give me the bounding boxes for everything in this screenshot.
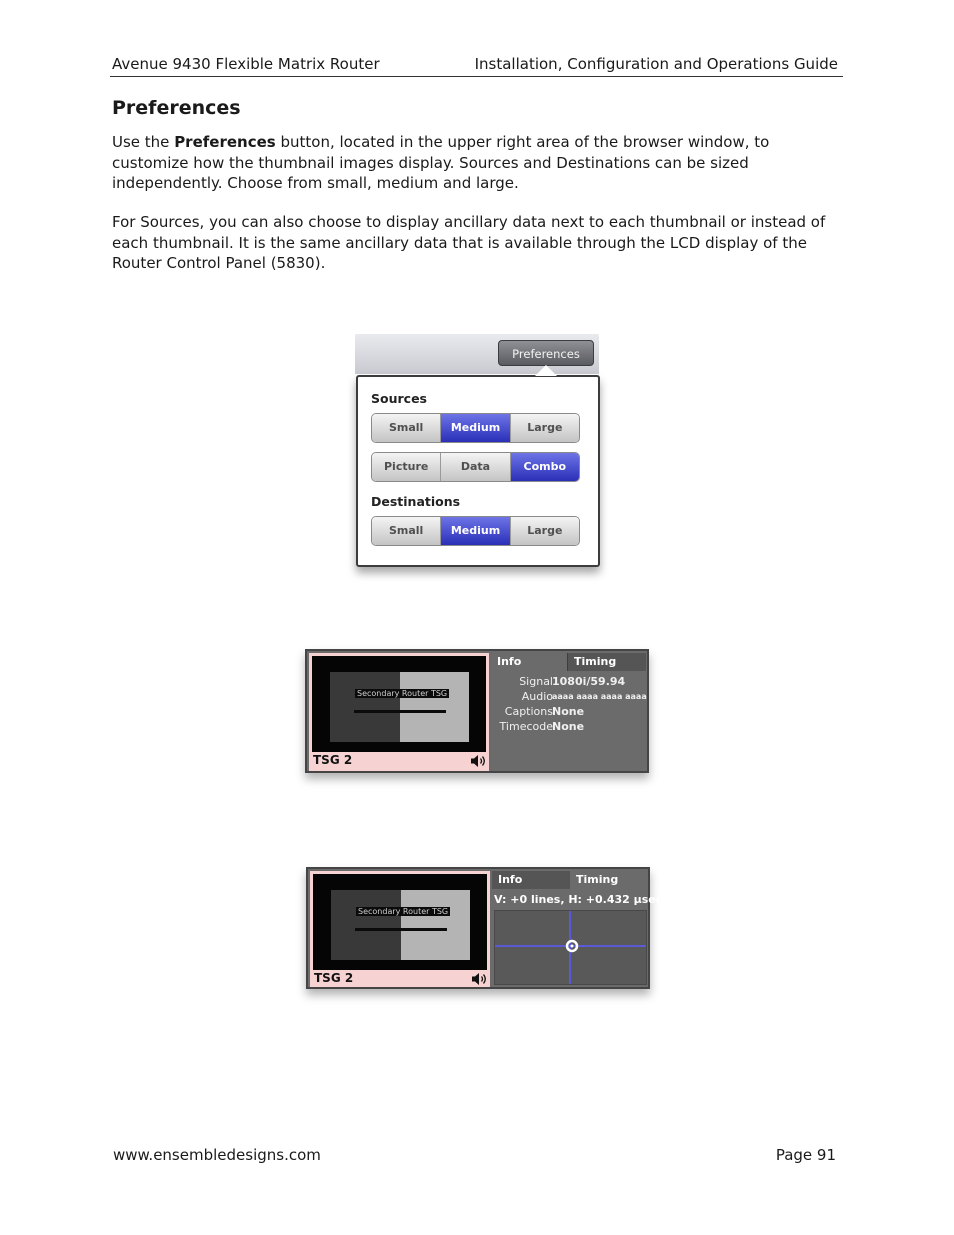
thumbnail-picture[interactable] [310,871,490,987]
destinations-label: Destinations [371,494,461,509]
info-key: Captions [504,705,553,718]
timing-crosshair-icon [495,911,646,984]
thumbnail-tabs [492,871,647,889]
browser-toolbar [355,334,599,374]
section-title: Preferences [112,97,241,119]
tab-info[interactable]: Info [492,871,570,889]
popover-arrow [535,365,557,376]
destinations-size-small[interactable]: Small [372,517,441,545]
source-thumbnail-timing [306,867,663,989]
sources-display-picture[interactable]: Picture [372,453,441,481]
thumbnail-picture[interactable] [309,653,489,771]
paragraph-sources-data: For Sources, you can also choose to display ancillary data next to each thumbnail or instead of each thumbnail. It is the same ancillary data that is available through the LCD display of the Router Control Panel (5830). [112,213,826,272]
info-key: Timecode [499,720,553,733]
footer-page-number: Page 91 [775,1146,836,1164]
sources-display-combo[interactable]: Combo [511,453,579,481]
source-thumbnail-info [305,649,649,773]
timing-offset-readout: V: +0 lines, H: +0.432 µsec [494,893,663,906]
info-value: 1080i/59.94 [552,675,626,688]
sources-display-data[interactable]: Data [441,453,510,481]
header-guide-title: Installation, Configuration and Operations Guide [474,55,838,73]
sources-size-medium[interactable]: Medium [441,414,510,442]
info-value: None [552,705,585,718]
test-pattern-light [400,672,469,742]
preferences-button[interactable]: Preferences [498,340,594,366]
source-name: TSG 2 [313,753,353,767]
info-key: Audio [521,690,553,703]
source-name: TSG 2 [314,971,354,985]
tab-timing[interactable]: Timing [570,871,647,889]
sources-size-segmented-control [371,413,580,443]
video-preview [312,656,486,752]
test-pattern-light [401,890,470,960]
sources-size-large[interactable]: Large [511,414,579,442]
speaker-icon[interactable] [471,972,487,986]
tsg-overlay-line [354,710,446,713]
tsg-overlay-text: Secondary Router TSG [357,689,448,698]
test-pattern-dark [331,890,401,960]
sources-display-segmented-control [371,452,580,482]
header-rule [110,76,843,77]
video-preview [313,874,487,970]
tsg-overlay-text: Secondary Router TSG [358,907,449,916]
speaker-icon[interactable] [470,754,486,768]
header-doc-title: Avenue 9430 Flexible Matrix Router [112,55,380,73]
preferences-popup-figure [355,334,599,572]
destinations-size-segmented-control [371,516,580,546]
info-value: None [552,720,585,733]
timing-scope [494,910,647,985]
tab-timing[interactable]: Timing [567,653,646,671]
sources-label: Sources [371,391,427,406]
info-key: Signal [519,675,553,688]
sources-size-small[interactable]: Small [372,414,441,442]
info-value: aaaa aaaa aaaa aaaa [552,692,647,701]
destinations-size-medium[interactable]: Medium [441,517,510,545]
preferences-panel [356,375,600,567]
thumbnail-tabs [491,653,646,671]
tsg-overlay-line [355,928,447,931]
paragraph-bold-term: Preferences [174,133,276,151]
destinations-size-large[interactable]: Large [511,517,579,545]
paragraph-lead: Use the [112,133,175,151]
test-pattern-dark [330,672,400,742]
paragraph-preferences-intro [112,132,847,194]
tab-info[interactable]: Info [491,653,567,671]
footer-website[interactable]: www.ensembledesigns.com [113,1146,321,1164]
paragraph-rest: button, located in the upper right area of the browser window, to customize how the thumbnail images display. Sources and Destinations can be sized independently. Choose from small, medium and large. [112,133,770,192]
